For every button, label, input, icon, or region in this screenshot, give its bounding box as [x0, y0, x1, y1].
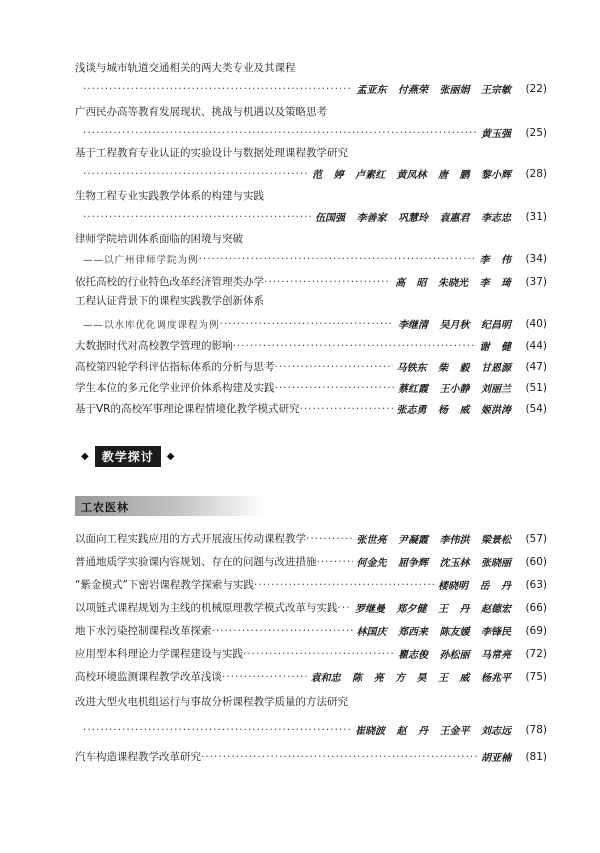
entry-title: 改进大型火电机组运行与事故分析课程教学质量的方法研究: [75, 696, 348, 708]
entry-title: 生物工程专业实践教学体系的构建与实践: [75, 190, 264, 202]
entry-authors: 伍国强 李善家 巩慧玲 袁惠君 李志忠: [315, 213, 511, 224]
entry-title: 应用型本科理论力学课程建设与实践: [75, 648, 243, 660]
section-title: 教学探讨: [95, 446, 161, 467]
dot-leader: [317, 556, 353, 568]
entry-authors: 楼晓明 岳 丹: [438, 581, 511, 592]
entry-title: 依托高校的行业特色改革经济管理类办学: [75, 276, 264, 288]
entry-authors: 孟亚东 付燕荣 张丽娟 王宗敏: [356, 85, 511, 96]
entry-page-number: (63): [525, 578, 547, 591]
entry-title: 广西民办高等教育发展现状、挑战与机遇以及策略思考: [75, 106, 327, 118]
dot-leader: [212, 625, 353, 637]
entry-authors: 马铁东 柴 毅 甘恩源: [396, 363, 511, 374]
toc-entry: [75, 623, 547, 638]
diamond-icon: ◆: [166, 451, 175, 462]
toc-entry: [75, 554, 547, 569]
entry-subtitle: ——以广州律师学院为例: [83, 254, 199, 266]
entry-page-number: (75): [525, 670, 547, 683]
entry-authors: 崔晓波 赵 丹 王金平 刘志远: [355, 726, 511, 737]
entry-authors: 胡亚楠: [481, 753, 511, 764]
entry-page-number: (60): [525, 555, 547, 568]
dot-leader: [222, 671, 307, 683]
entry-title: 律师学院培训体系面临的困境与突破: [75, 233, 243, 245]
entry-page-number: (47): [525, 360, 547, 373]
entry-title: 地下水污染控制课程改革探索: [75, 625, 212, 637]
entry-title: 学生本位的多元化学业评价体系构建及实践: [75, 382, 275, 394]
entry-authors: 范 婷 卢素红 黄凤林 唐 鹏 黎小辉: [312, 170, 511, 181]
entry-page-number: (31): [525, 210, 547, 223]
entry-authors: 李继清 吴月秋 纪昌明: [398, 320, 511, 331]
dot-leader: [338, 602, 352, 614]
toc-list-bottom: [75, 0, 547, 853]
entry-page-number: (54): [525, 402, 547, 415]
entry-page-number: (25): [525, 126, 547, 139]
diamond-icon: ◆: [81, 451, 89, 462]
entry-title: 基于VR的高校军事理论课程情境化教学模式研究: [75, 403, 300, 415]
dot-leader: [306, 533, 353, 545]
entry-subtitle: ——以水库优化调度课程为例: [83, 319, 220, 331]
entry-authors: 张世亮 尹凝霞 李伟洪 梁景松: [356, 535, 511, 546]
entry-authors: 高 昭 朱晓光 李 琦: [395, 278, 511, 289]
entry-title: 高校第四轮学科评估指标体系的分析与思考: [75, 361, 275, 373]
entry-page-number: (57): [525, 532, 547, 545]
entry-authors: 袁和忠 陈 亮 方 昊 王 威 杨兆平: [310, 673, 511, 684]
entry-title: 工程认证背景下的课程实践教学创新体系: [75, 295, 264, 307]
entry-title: 普通地质学实验课内容规划、存在的问题与改进措施: [75, 556, 317, 568]
toc-entry: [75, 600, 547, 615]
entry-page-number: (40): [525, 317, 547, 330]
toc-entry: [75, 646, 547, 661]
entry-page-number: (34): [525, 252, 547, 265]
entry-title: 高校环境监测课程教学改革浅谈: [75, 671, 222, 683]
entry-authors: 谢 健: [479, 342, 511, 353]
entry-title: 基于工程教育专业认证的实验设计与数据处理课程教学研究: [75, 147, 348, 159]
entry-authors: 李 伟: [479, 255, 511, 266]
entry-page-number: (72): [525, 647, 547, 660]
dot-leader: [254, 579, 434, 591]
entry-page-number: (44): [525, 339, 547, 352]
entry-page-number: (28): [525, 167, 547, 180]
entry-page-number: (78): [525, 723, 547, 736]
entry-authors: 何金先 屈争辉 沈玉林 张晓丽: [356, 558, 511, 569]
entry-page-number: (37): [525, 275, 547, 288]
entry-title: 大数据时代对高校教学管理的影响: [75, 340, 233, 352]
entry-title: 以面向工程实践应用的方式开展液压传动课程教学: [75, 533, 306, 545]
entry-page-number: (51): [525, 381, 547, 394]
toc-entry: [75, 577, 547, 592]
entry-title: 浅谈与城市轨道交通相关的两大类专业及其课程: [75, 62, 296, 74]
entry-page-number: (81): [525, 750, 547, 763]
entry-authors: 林国庆 郑西来 陈友媛 李锋民: [356, 627, 511, 638]
entry-page-number: (69): [525, 624, 547, 637]
entry-title: “紫金模式”下密岩课程教学探索与实践: [75, 579, 254, 591]
dot-leader: [243, 648, 394, 660]
toc-entry: [75, 669, 547, 684]
entry-title: 汽车构造课程教学改革研究: [75, 751, 201, 763]
entry-page-number: (22): [525, 82, 547, 95]
entry-authors: 黄玉强: [481, 129, 511, 140]
entry-title: 以项链式课程规划为主线的机械原理教学模式改革与实践: [75, 602, 338, 614]
entry-authors: 瞿志俊 孙松丽 马常亮: [398, 650, 511, 661]
entry-authors: 罗继曼 郑夕健 王 丹 赵德宏: [355, 604, 511, 615]
entry-authors: 蔡红霞 王小静 刘丽兰: [398, 384, 511, 395]
entry-page-number: (66): [525, 601, 547, 614]
column-title: 工农医林: [81, 501, 129, 514]
toc-entry: [75, 531, 547, 546]
toc-entry: [75, 722, 547, 737]
entry-authors: 张志勇 杨 威 姬洪涛: [396, 405, 511, 416]
dot-leader: [201, 751, 477, 763]
toc-entry: [75, 749, 547, 764]
dot-leader: [83, 724, 351, 736]
